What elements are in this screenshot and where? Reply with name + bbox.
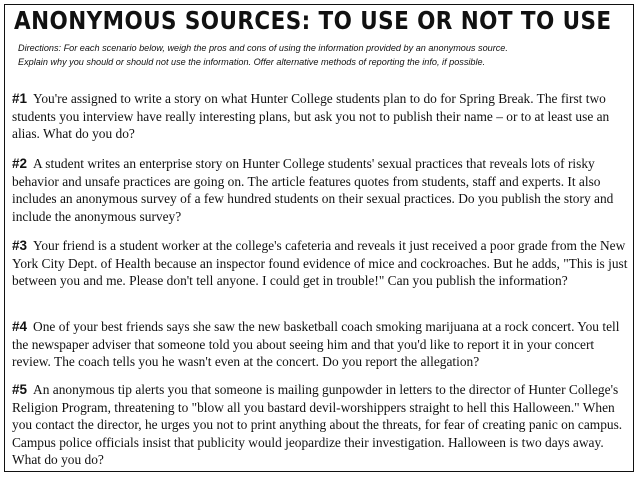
scenario-number: #3 xyxy=(12,238,28,253)
scenario-text: A student writes an enterprise story on Hunter College students' sexual practices that reveals lots of risky behavior and unsafe practices are going on. The article features quotes from students, staff and experts. It also includes an anonymous survey of a few hundred students on their sexual practices. Do you publish the story and include the anonymous survey? xyxy=(12,156,614,224)
scenario-1 xyxy=(12,90,630,143)
directions-line-2: Explain why you should or should not use the information. Offer alternative methods of reporting the info, if possible. xyxy=(18,57,486,68)
scenario-number: #2 xyxy=(12,156,28,171)
directions xyxy=(18,42,607,70)
scenario-5 xyxy=(12,381,630,469)
worksheet-title: ANONYMOUS SOURCES: TO USE OR NOT TO USE xyxy=(14,6,612,35)
directions-line-1: Directions: For each scenario below, weigh the pros and cons of using the information provided by an anonymous source. xyxy=(18,43,508,54)
scenario-number: #5 xyxy=(12,382,28,397)
scenario-text: An anonymous tip alerts you that someone is mailing gunpowder in letters to the director of Hunter College's Religion Program, threatening to "blow all you bastard devil-worshippers straight to hell this Halloween." When you contact the director, he urges you not to print anything about the threats, for fear of creating panic on campus. Campus police officials insist that publicity would jeopardize their investigation. Halloween is two days away. What do you do? xyxy=(12,382,623,468)
scenario-number: #1 xyxy=(12,91,28,106)
scenario-number: #4 xyxy=(12,319,28,334)
scenario-4 xyxy=(12,318,630,371)
scenario-3 xyxy=(12,237,630,290)
scenario-text: One of your best friends says she saw the new basketball coach smoking marijuana at a rock concert. You tell the newspaper adviser that someone told you about seeing him and that you'd like to report it in your concert review. The coach tells you he wasn't even at the concert. Do you report the allegation? xyxy=(12,319,620,370)
scenario-text: You're assigned to write a story on what Hunter College students plan to do for Spring Break. The first two students you interview have really interesting plans, but ask you not to publish their name – or to at least use an alias. What do you do? xyxy=(12,91,610,142)
scenario-2 xyxy=(12,155,630,225)
scenario-text: Your friend is a student worker at the college's cafeteria and reveals it just received a poor grade from the New York City Dept. of Health because an inspector found evidence of mice and cockroaches. But he adds, "This is just between you and me. Please don't tell anyone. I could get in trouble!" Can you publish the information? xyxy=(12,238,628,289)
